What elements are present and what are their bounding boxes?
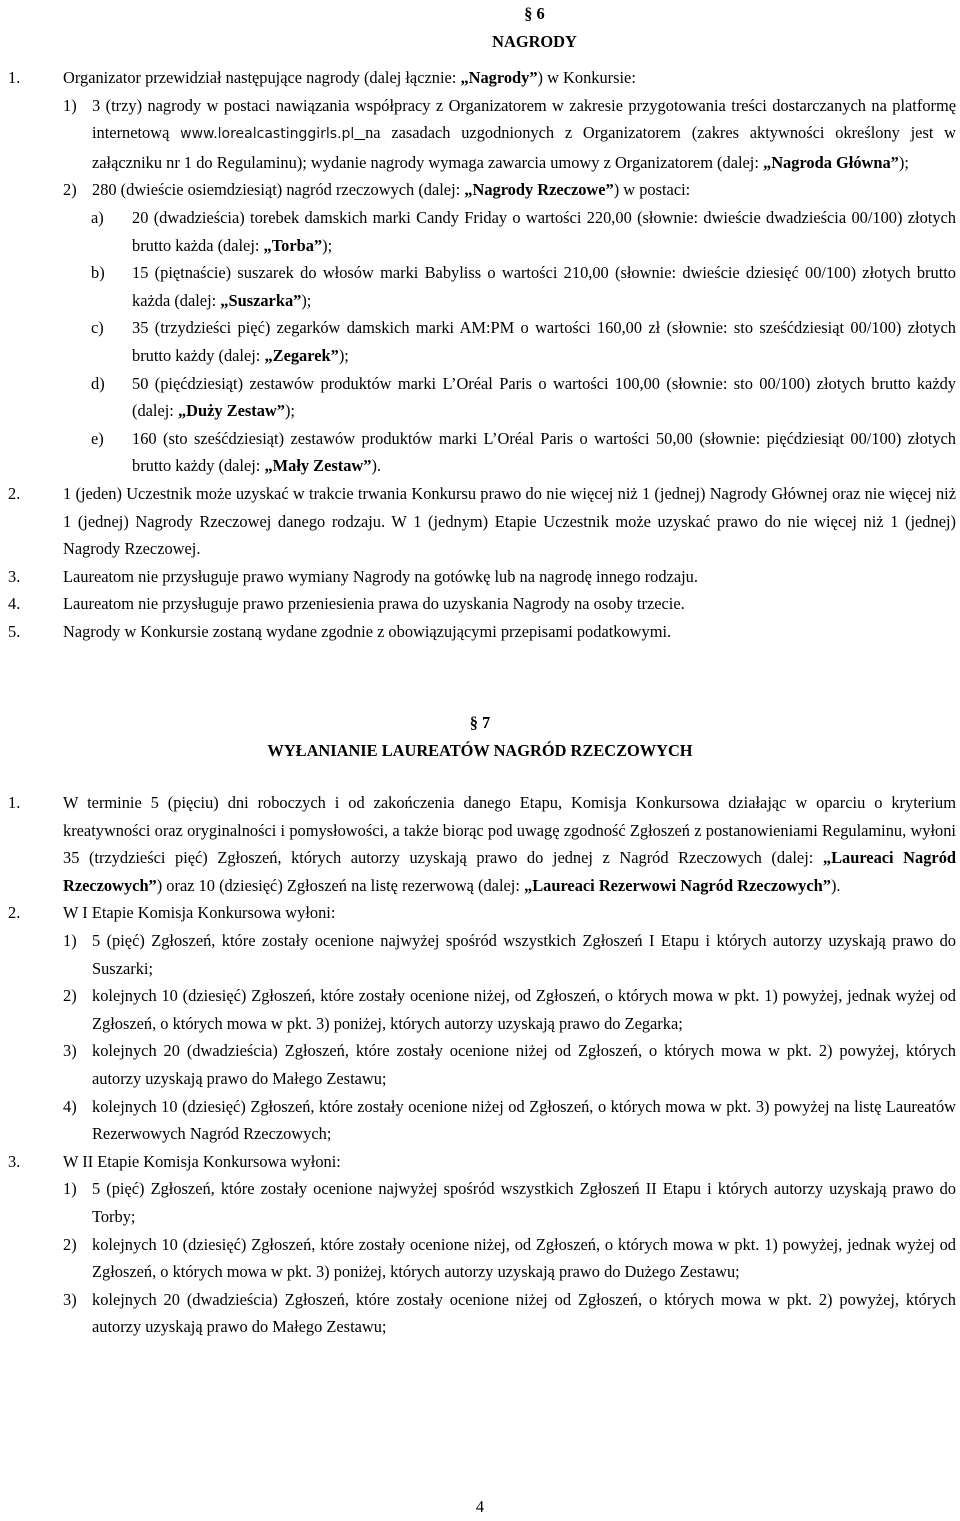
section-7-paragraph-3 [8,1148,956,1341]
section-7-heading [0,709,960,765]
list-item [8,982,956,1037]
item-text: ) w postaci: [613,180,691,200]
paragraph-number: 4. [8,594,21,614]
section-7-title: WYŁANIANIE LAUREATÓW NAGRÓD RZECZOWYCH [267,741,693,760]
item-text: ); [322,235,333,255]
item-number: 2) [63,180,77,200]
paragraph-text: W terminie 5 (pięciu) dni roboczych i od zakończenia danego Etapu, Komisja Konkursowa działając w oparciu o kryterium kreatywności oraz oryginalności i pomysłowości, a także biorąc pod uwagę zgodność Zgłoszeń z postanowieniami Regulaminu, wyłoni 35 (trzydzieści pięć) Zgłoszeń, których autorzy uzyskają prawo do jednej z Nagród Rzeczowych (dalej: [63,793,956,868]
paragraph-text: Organizator przewidział następujące nagrody (dalej łącznie: [63,68,461,87]
section-6-heading [0,0,960,56]
letter-number: e) [91,428,104,448]
letter-number: b) [91,263,105,283]
section-7-symbol: § 7 [469,713,491,732]
item-number: 3) [63,1289,77,1309]
item-number: 1) [63,95,77,115]
item-text: ); [338,345,349,365]
letter-item [8,425,956,480]
section-7-paragraph-1 [8,789,956,899]
letter-item [8,370,956,425]
defined-term: „Duży Zestaw” [177,401,285,421]
defined-term: „Nagroda Główna” [763,152,899,172]
paragraph-text: Laureatom nie przysługuje prawo wymiany Nagrody na gotówkę lub na nagrodę innego rodzaju. [63,566,698,586]
paragraph-text: Laureatom nie przysługuje prawo przeniesienia prawa do uzyskania Nagrody na osoby trzecie. [63,594,685,614]
item-text: 15 (piętnaście) suszarek do włosów marki Babyliss o wartości 210,00 (słownie: dwieście dziesięć 00/100) złotych brutto każda (dalej: [132,263,956,310]
section-6-symbol: § 6 [524,4,545,23]
paragraph-number: 2. [8,483,21,503]
paragraph-text: Nagrody w Konkursie zostaną wydane zgodnie z obowiązującymi przepisami podatkowymi. [63,621,672,641]
defined-term: „Nagrody” [460,68,538,87]
item-text: na zasadach uzgodnionych z Organizatorem (zakres aktywności określony jest w załączniku nr 1 do Regulaminu); wydanie nagrody wymaga zawarcia umowy z Organizatorem (dalej: [92,123,956,172]
paragraph-number: 3. [8,566,21,586]
paragraph-text: W I Etapie Komisja Konkursowa wyłoni: [63,903,336,923]
item-number: 4) [63,1096,77,1116]
defined-term: „Nagrody Rzeczowe” [464,180,614,200]
item-text: ); [284,401,295,421]
item-text: kolejnych 10 (dziesięć) Zgłoszeń, które zostały ocenione niżej, od Zgłoszeń, o których mowa w pkt. 1) powyżej, jednak wyżej od Zgłoszeń, o których mowa w pkt. 3) poniżej, których autorzy uzyskają prawo do Zegarka; [92,986,956,1033]
defined-term: „Laureaci Rezerwowi Nagród Rzeczowych” [524,875,831,895]
defined-term: „Torba” [263,235,323,255]
item-number: 1) [63,930,77,950]
item-text: kolejnych 20 (dwadzieścia) Zgłoszeń, które zostały ocenione niżej od Zgłoszeń, o których mowa w pkt. 2) powyżej, których autorzy uzyskają prawo do Małego Zestawu; [92,1041,956,1088]
paragraph-number: 3. [8,1151,21,1171]
item-number: 2) [63,1234,77,1254]
letter-item [8,204,956,259]
paragraph-text: 1 (jeden) Uczestnik może uzyskać w trakcie trwania Konkursu prawo do nie więcej niż 1 (jednej) Nagrody Głównej oraz nie więcej niż 1 (jednej) Nagrody Rzeczowej danego rodzaju. W 1 (jednym) Etapie Uczestnik może uzyskać prawo do nie więcej niż 1 (jednej) Nagrody Rzeczowej. [63,483,956,559]
defined-term: „Laureaci Nagród Rzeczowych” [63,848,957,895]
list-item [8,1231,956,1286]
section-6-paragraph-3 [8,563,956,591]
item-text: ); [301,290,312,310]
item-text: 3 (trzy) nagrody w postaci nawiązania współpracy z Organizatorem w zakresie przygotowania treści dostarczanych na platformę internetową [92,95,956,143]
paragraph-number: 5. [8,621,21,641]
page-number: 4 [475,1497,485,1516]
list-item [8,1037,956,1092]
section-6-body [8,64,956,645]
list-item [8,1286,956,1341]
list-item [8,1093,956,1148]
item-text: 50 (pięćdziesiąt) zestawów produktów marki L’Oréal Paris o wartości 100,00 (słownie: sto 00/100) złotych brutto każdy (dalej: [132,373,956,421]
letter-item [8,314,956,369]
paragraph-text: ). [830,875,841,895]
website-link[interactable]: www.lorealcastinggirls.pl [180,126,355,143]
item-text: ). [371,456,381,476]
section-6-paragraph-4 [8,590,956,618]
section-7-body [8,789,956,1341]
list-item [8,1175,956,1230]
item-text: 280 (dwieście osiemdziesiąt) nagród rzeczowych (dalej: [92,180,465,200]
section-6-paragraph-2 [8,480,956,563]
underlined-space [354,123,365,142]
section-6-paragraph-1 [8,64,956,480]
list-item [8,927,956,982]
paragraph-number: 1. [8,68,21,87]
paragraph-number: 2. [8,903,21,923]
letter-item [8,259,956,314]
section-6-paragraph-5 [8,618,956,646]
defined-term: „Suszarka” [220,290,302,310]
list-item [8,176,956,204]
item-text: kolejnych 20 (dwadzieścia) Zgłoszeń, które zostały ocenione niżej od Zgłoszeń, o których mowa w pkt. 2) powyżej, których autorzy uzyskają prawo do Małego Zestawu; [92,1289,956,1337]
item-text: 20 (dwadzieścia) torebek damskich marki Candy Friday o wartości 220,00 (słownie: dwieście dwadzieścia 00/100) złotych brutto każda (dalej: [132,207,956,255]
item-number: 3) [63,1041,77,1061]
paragraph-text: ) oraz 10 (dziesięć) Zgłoszeń na listę rezerwową (dalej: [156,875,524,895]
section-7-paragraph-2 [8,899,956,1147]
item-text: ); [898,152,909,172]
defined-term: „Mały Zestaw” [264,456,372,476]
list-item [8,92,956,177]
item-number: 1) [63,1179,77,1199]
paragraph-text: W II Etapie Komisja Konkursowa wyłoni: [63,1151,341,1171]
letter-number: a) [91,207,104,227]
item-text: kolejnych 10 (dziesięć) Zgłoszeń, które zostały ocenione niżej od Zgłoszeń, o których mowa w pkt. 3) powyżej na listę Laureatów Rezerwowych Nagród Rzeczowych; [92,1096,956,1144]
letter-number: c) [91,318,104,338]
letter-number: d) [91,373,105,393]
defined-term: „Zegarek” [264,345,339,365]
section-6-title: NAGRODY [492,32,577,51]
paragraph-number: 1. [8,793,21,812]
item-text: 35 (trzydzieści pięć) zegarków damskich marki AM:PM o wartości 160,00 zł (słownie: sto sześćdziesiąt 00/100) złotych brutto każdy (dalej: [132,318,956,365]
paragraph-text: ) w Konkursie: [537,68,636,87]
item-text: kolejnych 10 (dziesięć) Zgłoszeń, które zostały ocenione niżej, od Zgłoszeń, o których mowa w pkt. 1) powyżej, jednak wyżej od Zgłoszeń, o których mowa w pkt. 3) poniżej, których autorzy uzyskają prawo do Dużego Zestawu; [92,1234,956,1282]
item-number: 2) [63,986,77,1006]
item-text: 5 (pięć) Zgłoszeń, które zostały ocenione najwyżej spośród wszystkich Zgłoszeń II Etapu i których autorzy uzyskają prawo do Torby; [92,1179,956,1226]
item-text: 5 (pięć) Zgłoszeń, które zostały ocenione najwyżej spośród wszystkich Zgłoszeń I Etapu i których autorzy uzyskają prawo do Suszarki; [92,930,956,978]
item-text: 160 (sto sześćdziesiąt) zestawów produktów marki L’Oréal Paris o wartości 50,00 (słownie: pięćdziesiąt 00/100) złotych brutto każdy (dalej: [132,428,956,476]
